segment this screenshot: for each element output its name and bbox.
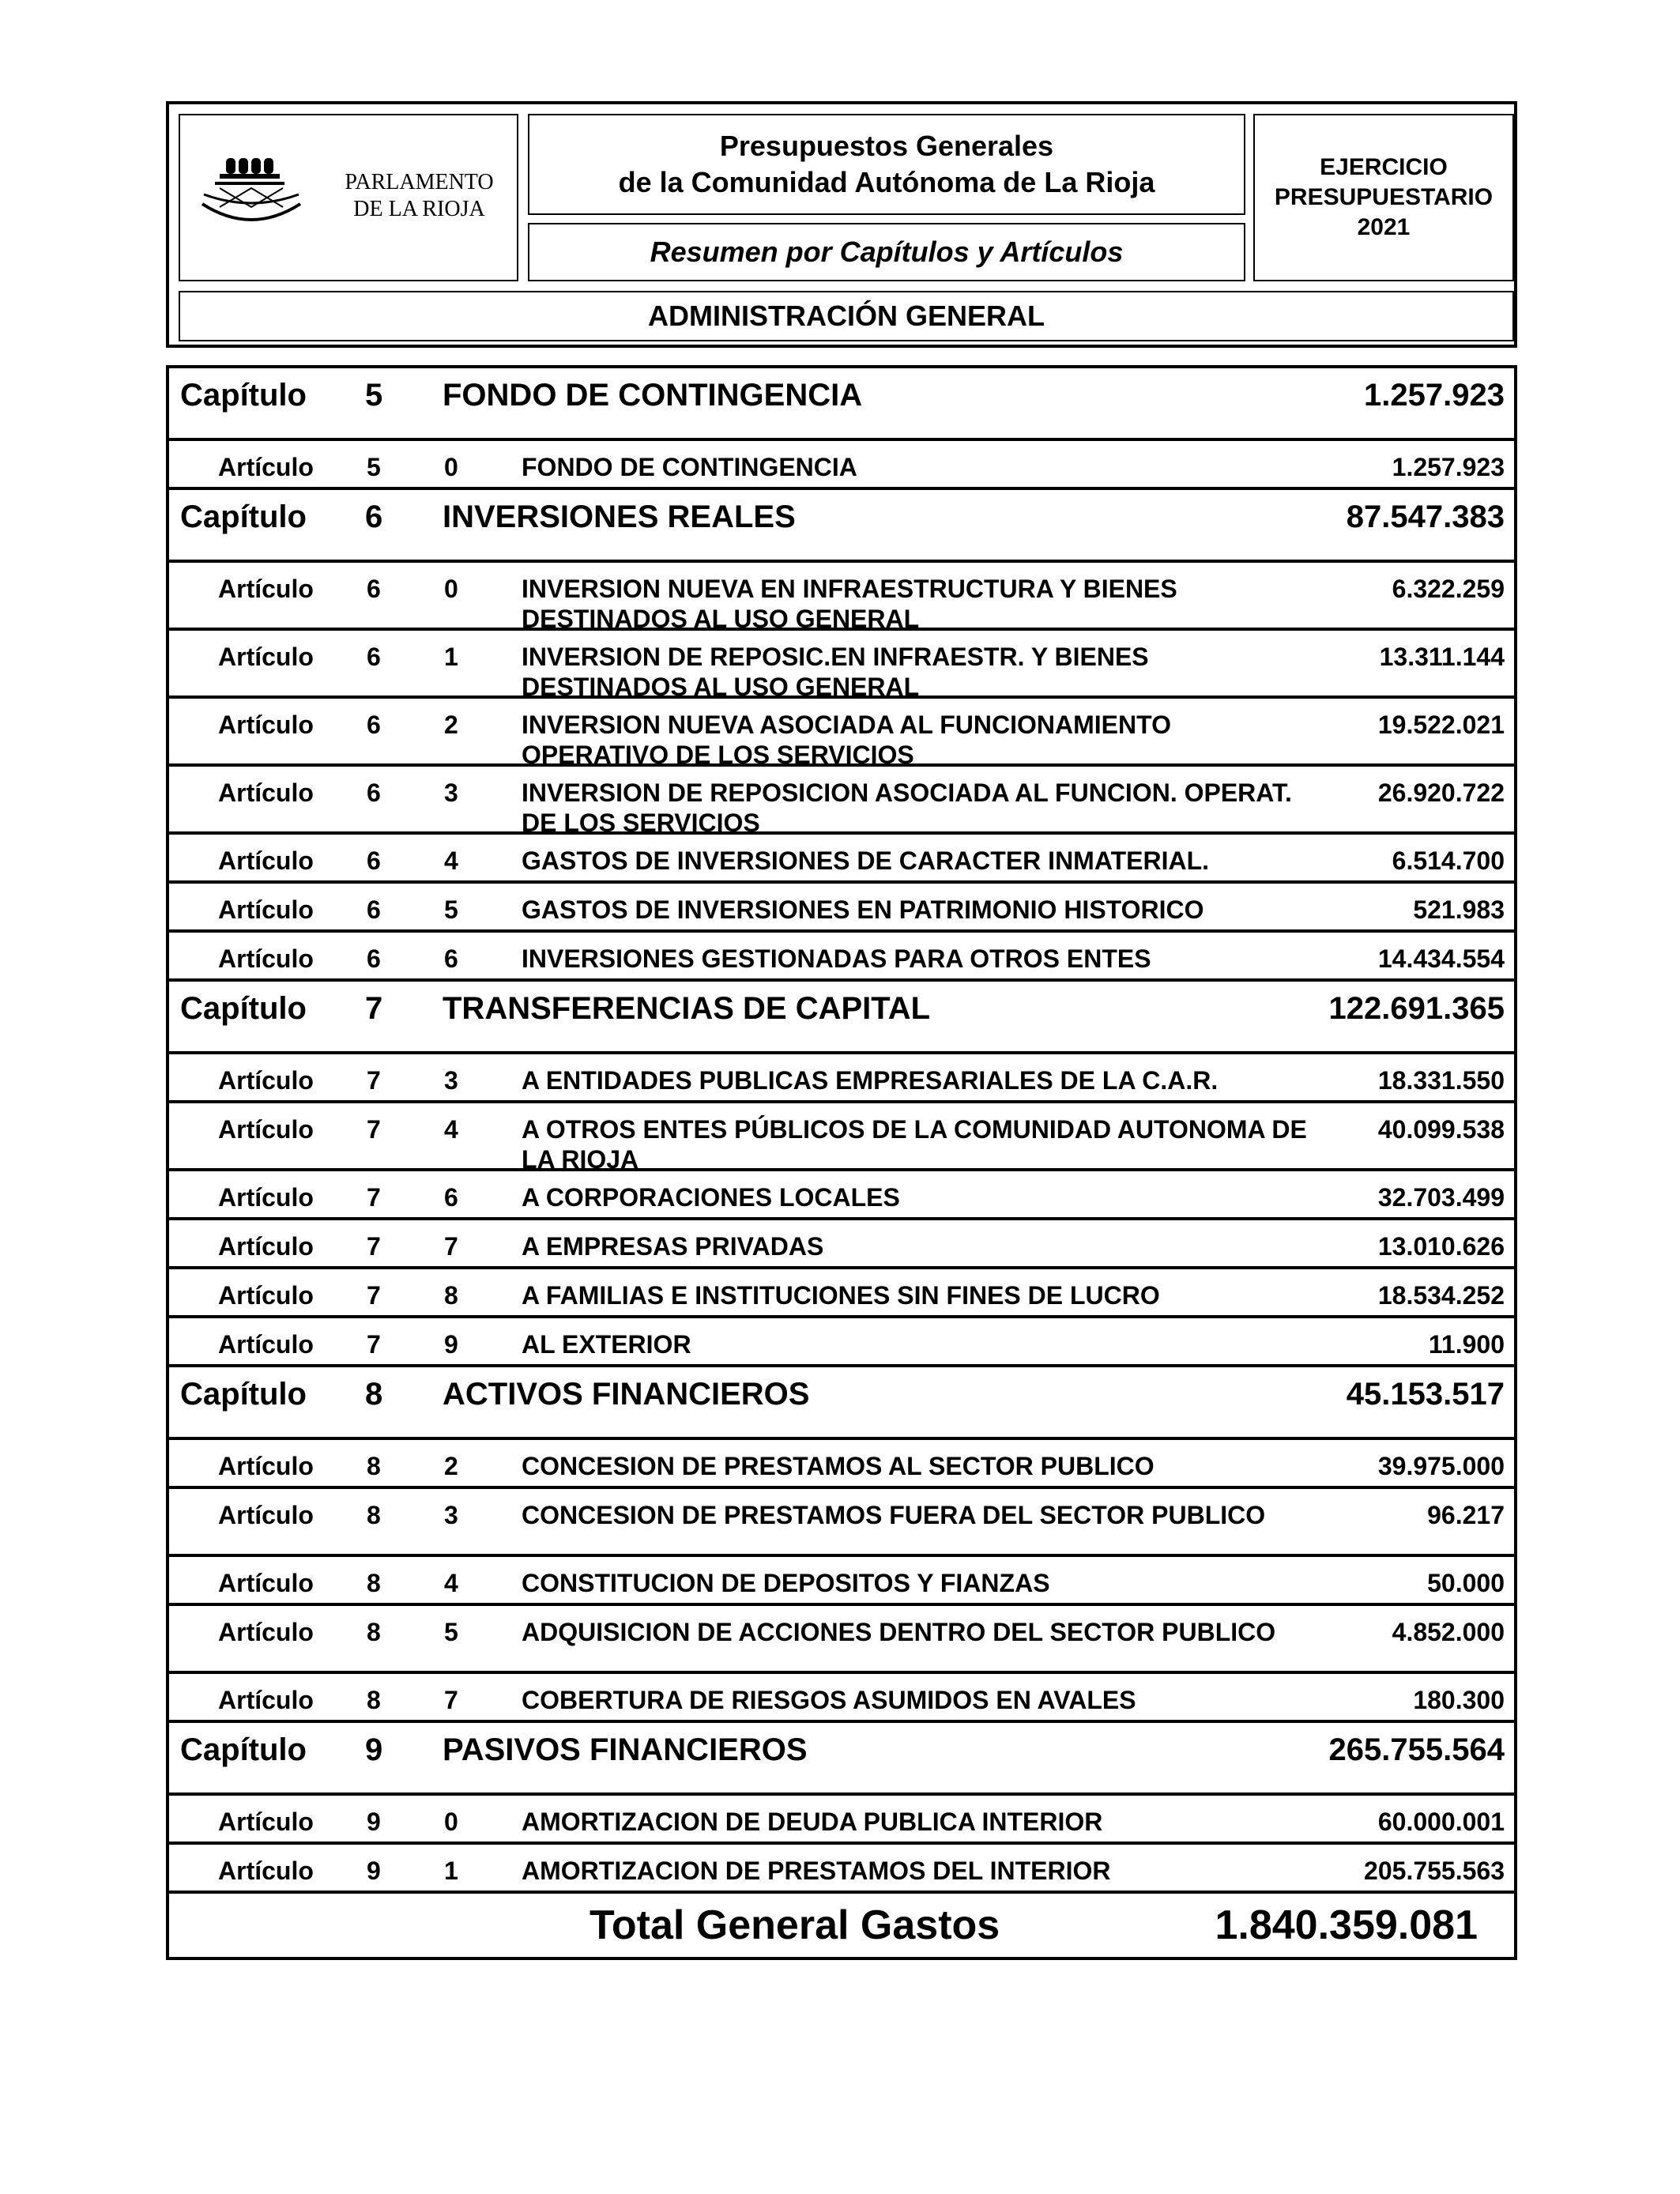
chapter-number: 6	[367, 846, 381, 875]
article-label: Artículo	[218, 895, 314, 924]
chapter-amount: 45.153.517	[1346, 1377, 1505, 1412]
article-description: AL EXTERIOR	[522, 1330, 691, 1359]
document-header	[166, 101, 1517, 348]
chapter-number: 6	[367, 944, 381, 973]
article-amount: 6.514.700	[1392, 846, 1505, 875]
fiscal-year-box	[1253, 114, 1514, 281]
article-number: 9	[444, 1330, 458, 1359]
year-line-1: EJERCICIO	[1320, 154, 1448, 180]
article-description: GASTOS DE INVERSIONES EN PATRIMONIO HISTORICO	[522, 895, 1204, 924]
chapter-number: 6	[367, 778, 381, 807]
article-row	[169, 1845, 1514, 1894]
total-amount: 1.840.359.081	[1215, 1902, 1478, 1948]
article-number: 3	[444, 1066, 458, 1095]
article-row	[169, 1489, 1514, 1557]
article-label: Artículo	[218, 944, 314, 973]
article-number: 6	[444, 944, 458, 973]
chapter-number: 5	[367, 453, 381, 481]
chapter-amount: 1.257.923	[1364, 378, 1505, 413]
article-number: 2	[444, 711, 458, 739]
article-label: Artículo	[218, 575, 314, 603]
article-row	[169, 1606, 1514, 1674]
logo-box	[179, 114, 518, 281]
article-number: 0	[444, 453, 458, 481]
chapter-number: 7	[365, 991, 383, 1026]
chapter-description: TRANSFERENCIAS DE CAPITAL	[443, 991, 931, 1026]
article-number: 4	[444, 1115, 458, 1144]
chapter-number: 7	[367, 1330, 381, 1359]
chapter-row	[169, 982, 1514, 1054]
article-label: Artículo	[218, 1501, 314, 1529]
article-label: Artículo	[218, 1808, 314, 1836]
article-number: 6	[444, 1183, 458, 1212]
article-number: 1	[444, 643, 458, 671]
article-number: 8	[444, 1281, 458, 1310]
chapter-amount: 265.755.564	[1328, 1732, 1505, 1767]
article-row	[169, 563, 1514, 631]
article-row	[169, 441, 1514, 490]
chapter-number: 9	[367, 1808, 381, 1836]
chapter-label: Capítulo	[180, 499, 307, 534]
chapter-row	[169, 368, 1514, 441]
article-description: INVERSIONES GESTIONADAS PARA OTROS ENTES	[522, 944, 1151, 973]
chapter-number: 8	[367, 1569, 381, 1597]
article-amount: 180.300	[1413, 1686, 1505, 1714]
article-amount: 40.099.538	[1377, 1115, 1505, 1144]
article-row	[169, 767, 1514, 835]
article-row	[169, 1796, 1514, 1845]
article-row	[169, 933, 1514, 982]
chapter-number: 8	[367, 1452, 381, 1480]
article-label: Artículo	[218, 453, 314, 481]
article-description: AMORTIZACION DE PRESTAMOS DEL INTERIOR	[522, 1857, 1111, 1885]
article-amount: 50.000	[1427, 1569, 1505, 1597]
article-amount: 11.900	[1428, 1330, 1505, 1359]
chapter-number: 6	[367, 711, 381, 739]
article-row	[169, 699, 1514, 767]
article-description: A OTROS ENTES PÚBLICOS DE LA COMUNIDAD AUTONOMA DE LA RIOJA	[522, 1115, 1307, 1171]
article-description: CONCESION DE PRESTAMOS AL SECTOR PUBLICO	[522, 1452, 1155, 1480]
article-description: ADQUISICION DE ACCIONES DENTRO DEL SECTOR PUBLICO	[522, 1618, 1276, 1646]
chapter-number: 6	[367, 643, 381, 671]
chapter-description: ACTIVOS FINANCIEROS	[443, 1377, 810, 1412]
article-number: 1	[444, 1857, 458, 1885]
article-amount: 4.852.000	[1392, 1618, 1505, 1646]
article-description: INVERSION DE REPOSICION ASOCIADA AL FUNCION. OPERAT. DE LOS SERVICIOS	[522, 778, 1292, 835]
article-label: Artículo	[218, 1857, 314, 1885]
article-amount: 13.311.144	[1379, 643, 1505, 671]
article-row	[169, 1674, 1514, 1723]
article-label: Artículo	[218, 1066, 314, 1095]
article-amount: 1.257.923	[1392, 453, 1505, 481]
article-number: 4	[444, 846, 458, 875]
article-description: A ENTIDADES PUBLICAS EMPRESARIALES DE LA C.A.R.	[522, 1066, 1219, 1095]
chapter-number: 8	[367, 1686, 381, 1714]
chapter-label: Capítulo	[180, 1377, 307, 1412]
chapter-number: 9	[367, 1857, 381, 1885]
year-line-2: PRESUPUESTARIO	[1274, 184, 1494, 210]
article-row	[169, 1269, 1514, 1318]
article-description: INVERSION DE REPOSIC.EN INFRAESTR. Y BIENES DESTINADOS AL USO GENERAL	[522, 643, 1149, 699]
article-row	[169, 1103, 1514, 1171]
article-row	[169, 1054, 1514, 1103]
chapter-number: 8	[367, 1618, 381, 1646]
chapter-number: 7	[367, 1281, 381, 1310]
article-number: 7	[444, 1232, 458, 1261]
article-number: 5	[444, 1618, 458, 1646]
section-box	[179, 291, 1514, 341]
chapter-label: Capítulo	[180, 378, 307, 413]
chapter-description: INVERSIONES REALES	[443, 499, 796, 534]
article-row	[169, 884, 1514, 933]
article-row	[169, 1318, 1514, 1367]
article-label: Artículo	[218, 711, 314, 739]
chapter-row	[169, 1723, 1514, 1796]
subtitle: Resumen por Capítulos y Artículos	[650, 236, 1124, 268]
article-description: A EMPRESAS PRIVADAS	[522, 1232, 824, 1261]
article-label: Artículo	[218, 846, 314, 875]
chapter-amount: 87.547.383	[1346, 499, 1505, 534]
article-amount: 521.983	[1413, 895, 1505, 924]
article-label: Artículo	[218, 1232, 314, 1261]
logo-text	[330, 169, 508, 223]
chapter-number: 7	[367, 1066, 381, 1095]
article-amount: 18.534.252	[1377, 1281, 1505, 1310]
article-label: Artículo	[218, 1618, 314, 1646]
article-description: INVERSION NUEVA ASOCIADA AL FUNCIONAMIENTO OPERATIVO DE LOS SERVICIOS	[522, 711, 1171, 767]
article-number: 3	[444, 778, 458, 807]
budget-table	[166, 365, 1517, 1960]
article-row	[169, 835, 1514, 884]
article-amount: 13.010.626	[1377, 1232, 1505, 1261]
article-amount: 205.755.563	[1364, 1857, 1505, 1885]
title-line-1: Presupuestos Generales	[719, 130, 1054, 162]
article-description: AMORTIZACION DE DEUDA PUBLICA INTERIOR	[522, 1808, 1103, 1836]
logo-line-1: PARLAMENTO	[345, 170, 494, 194]
chapter-amount: 122.691.365	[1328, 991, 1505, 1026]
chapter-number: 5	[365, 378, 383, 413]
article-row	[169, 1220, 1514, 1269]
article-label: Artículo	[218, 1281, 314, 1310]
article-row	[169, 1557, 1514, 1606]
article-number: 0	[444, 1808, 458, 1836]
article-row	[169, 1171, 1514, 1220]
article-label: Artículo	[218, 1115, 314, 1144]
article-description: CONCESION DE PRESTAMOS FUERA DEL SECTOR PUBLICO	[522, 1501, 1266, 1529]
article-number: 2	[444, 1452, 458, 1480]
chapter-number: 7	[367, 1115, 381, 1144]
article-label: Artículo	[218, 778, 314, 807]
article-row	[169, 631, 1514, 699]
chapter-number: 7	[367, 1232, 381, 1261]
chapter-description: FONDO DE CONTINGENCIA	[443, 378, 863, 413]
article-label: Artículo	[218, 1569, 314, 1597]
total-row	[166, 1892, 1517, 1960]
article-label: Artículo	[218, 643, 314, 671]
article-description: A FAMILIAS E INSTITUCIONES SIN FINES DE LUCRO	[522, 1281, 1160, 1310]
article-number: 7	[444, 1686, 458, 1714]
title-box	[528, 114, 1245, 215]
chapter-row	[169, 1367, 1514, 1440]
chapter-number: 9	[365, 1732, 383, 1767]
chapter-number: 6	[367, 575, 381, 603]
total-label: Total General Gastos	[590, 1902, 1000, 1948]
chapter-description: PASIVOS FINANCIEROS	[443, 1732, 808, 1767]
chapter-number: 8	[365, 1377, 383, 1412]
chapter-number: 6	[365, 499, 383, 534]
article-description: INVERSION NUEVA EN INFRAESTRUCTURA Y BIENES DESTINADOS AL USO GENERAL	[522, 575, 1177, 631]
article-description: COBERTURA DE RIESGOS ASUMIDOS EN AVALES	[522, 1686, 1136, 1714]
chapter-number: 6	[367, 895, 381, 924]
article-description: CONSTITUCION DE DEPOSITOS Y FIANZAS	[522, 1569, 1050, 1597]
chapter-number: 8	[367, 1501, 381, 1529]
parliament-emblem-icon	[196, 147, 307, 234]
article-amount: 32.703.499	[1377, 1183, 1505, 1212]
article-amount: 96.217	[1427, 1501, 1505, 1529]
article-description: GASTOS DE INVERSIONES DE CARACTER INMATERIAL.	[522, 846, 1209, 875]
article-number: 4	[444, 1569, 458, 1597]
subtitle-box	[528, 223, 1245, 281]
title-line-2: de la Comunidad Autónoma de La Rioja	[618, 166, 1155, 198]
chapter-label: Capítulo	[180, 1732, 307, 1767]
article-number: 5	[444, 895, 458, 924]
article-number: 0	[444, 575, 458, 603]
chapter-label: Capítulo	[180, 991, 307, 1026]
article-number: 3	[444, 1501, 458, 1529]
section-title: ADMINISTRACIÓN GENERAL	[648, 300, 1045, 332]
article-amount: 26.920.722	[1377, 778, 1505, 807]
chapter-row	[169, 490, 1514, 563]
article-amount: 18.331.550	[1377, 1066, 1505, 1095]
article-description: FONDO DE CONTINGENCIA	[522, 453, 857, 481]
logo-line-2: DE LA RIOJA	[353, 197, 485, 221]
article-amount: 6.322.259	[1392, 575, 1505, 603]
article-label: Artículo	[218, 1183, 314, 1212]
article-description: A CORPORACIONES LOCALES	[522, 1183, 900, 1212]
article-amount: 60.000.001	[1377, 1808, 1505, 1836]
article-label: Artículo	[218, 1330, 314, 1359]
article-amount: 39.975.000	[1377, 1452, 1505, 1480]
year-line-3: 2021	[1357, 214, 1411, 240]
article-row	[169, 1440, 1514, 1489]
chapter-number: 7	[367, 1183, 381, 1212]
article-amount: 19.522.021	[1377, 711, 1505, 739]
article-amount: 14.434.554	[1377, 944, 1505, 973]
article-label: Artículo	[218, 1452, 314, 1480]
article-label: Artículo	[218, 1686, 314, 1714]
